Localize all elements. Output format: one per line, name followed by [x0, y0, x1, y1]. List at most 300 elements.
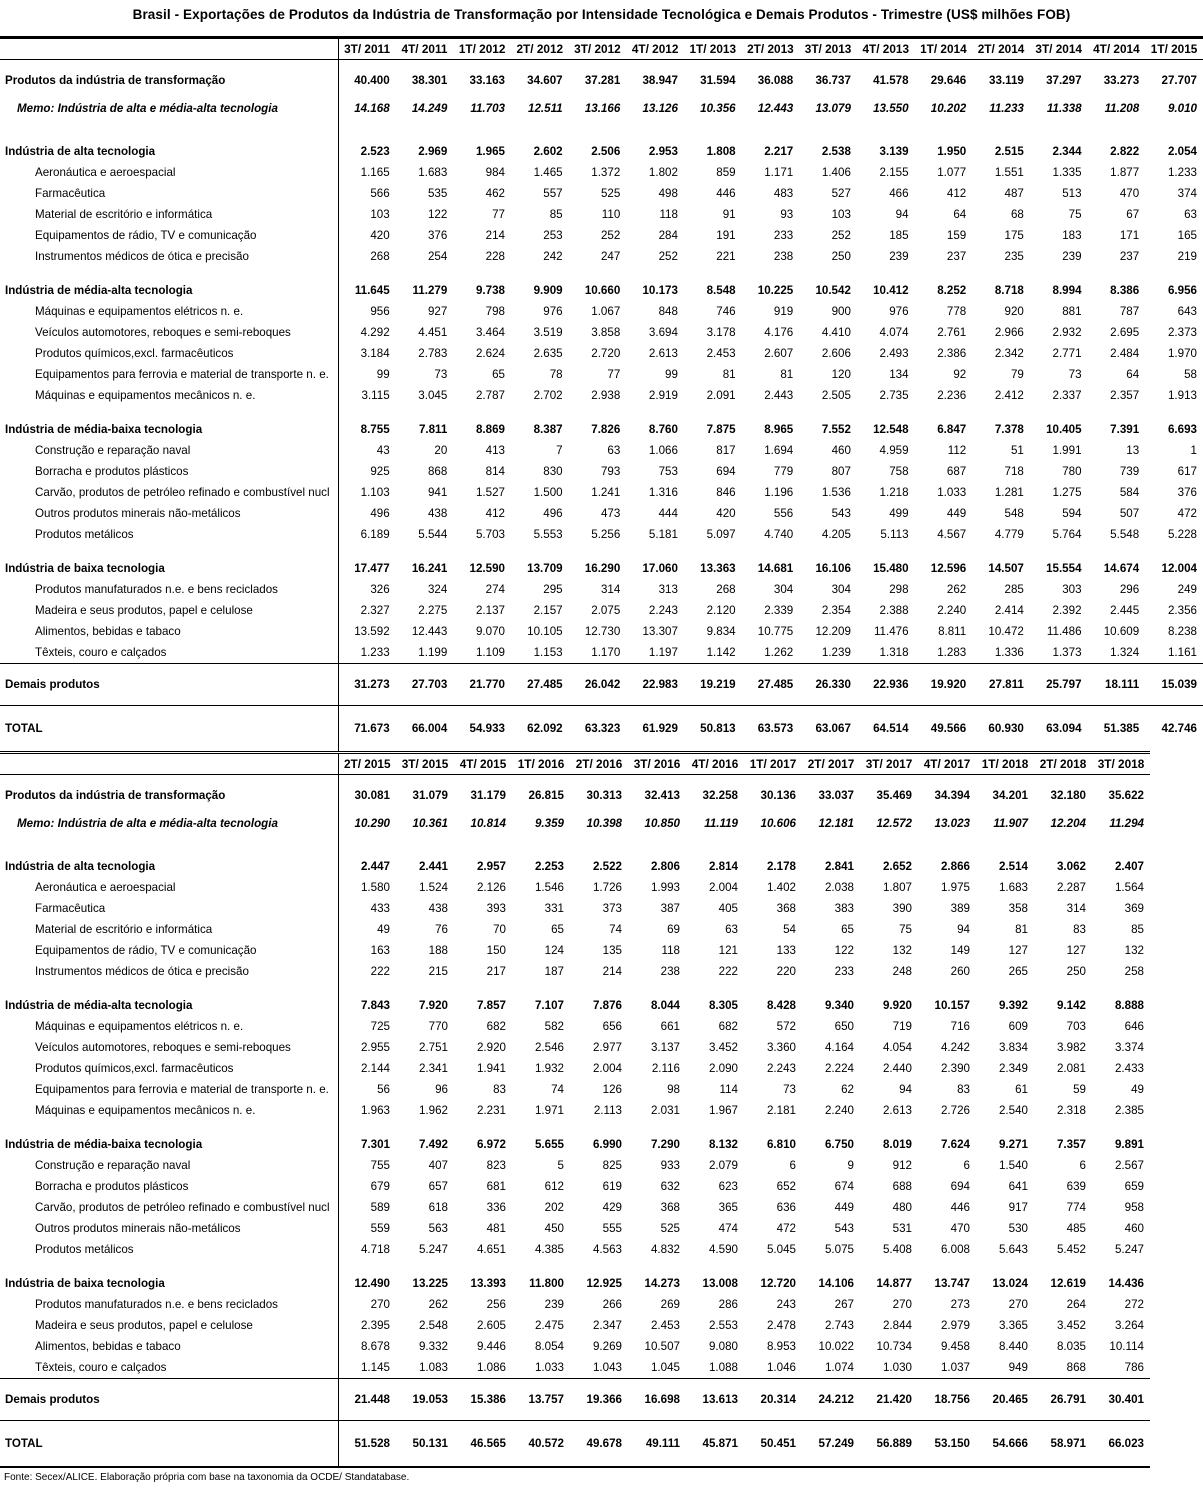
table-row — [0, 1294, 1150, 1315]
row-label: Produtos metálicos — [35, 528, 134, 541]
value-cell: 12.619 — [1050, 1277, 1086, 1290]
table-row — [0, 246, 1203, 267]
value-cell: 250 — [831, 250, 851, 263]
value-cell: 2.652 — [882, 860, 912, 873]
value-cell: 2.339 — [764, 604, 794, 617]
value-cell: 14.877 — [876, 1277, 912, 1290]
value-cell: 16.698 — [628, 1379, 686, 1421]
value-cell: 1.993 — [650, 881, 680, 894]
value-cell: 8.386 — [1110, 284, 1140, 297]
value-cell: 2.822 — [1110, 145, 1140, 158]
column-header: 4T/ 2015 — [454, 753, 512, 775]
value-cell: 10.660 — [584, 284, 621, 297]
value-cell: 2.938 — [591, 389, 621, 402]
row-label: Instrumentos médicos de ótica e precisão — [35, 965, 249, 978]
value-cell: 1.233 — [1167, 166, 1197, 179]
table-row — [0, 775, 1150, 814]
table-row — [0, 128, 1203, 162]
value-cell: 1.233 — [338, 642, 396, 664]
value-cell: 252 — [600, 229, 621, 242]
row-label: Memo: Indústria de alta e média-alta tecnologia — [17, 817, 278, 830]
row-label: Veículos automotores, reboques e semi-reboques — [35, 326, 291, 339]
value-cell: 13.550 — [873, 102, 909, 115]
value-cell: 268 — [716, 583, 736, 596]
row-label: Têxteis, couro e calçados — [35, 646, 167, 659]
value-cell: 376 — [427, 229, 448, 242]
value-cell: 31.079 — [412, 789, 448, 802]
value-cell: 1.965 — [475, 145, 505, 158]
value-cell: 118 — [659, 208, 678, 221]
value-cell: 6.990 — [592, 1138, 622, 1151]
value-cell: 64.514 — [857, 706, 915, 752]
value-cell: 20.314 — [744, 1379, 802, 1421]
value-cell: 314 — [600, 583, 621, 596]
value-cell: 6.750 — [824, 1138, 854, 1151]
row-label: Indústria de baixa tecnologia — [5, 1277, 165, 1290]
value-cell: 7.552 — [821, 423, 851, 436]
value-cell: 472 — [776, 1222, 796, 1235]
row-label: Carvão, produtos de petróleo refinado e combustível nucl — [35, 1201, 330, 1214]
row-label: Madeira e seus produtos, papel e celulose — [35, 604, 253, 617]
value-cell: 69 — [667, 923, 680, 936]
value-cell: 4.054 — [882, 1041, 912, 1054]
value-cell: 779 — [773, 465, 794, 478]
value-cell: 2.751 — [418, 1041, 448, 1054]
value-cell: 336 — [486, 1201, 506, 1214]
column-header: 4T/ 2011 — [396, 38, 454, 60]
value-cell: 7.624 — [940, 1138, 970, 1151]
value-cell: 2.955 — [338, 1037, 396, 1058]
value-cell: 61 — [1015, 1083, 1028, 1096]
value-cell: 14.168 — [338, 98, 396, 128]
value-cell: 2.236 — [937, 389, 967, 402]
row-label: Produtos químicos,excl. farmacêuticos — [35, 347, 234, 360]
value-cell: 1.037 — [940, 1361, 970, 1374]
value-cell: 7.843 — [338, 982, 396, 1016]
value-cell: 716 — [950, 1020, 970, 1033]
value-cell: 1.283 — [937, 646, 967, 659]
value-cell: 639 — [1066, 1180, 1086, 1193]
value-cell: 917 — [1008, 1201, 1028, 1214]
value-cell: 81 — [1015, 923, 1028, 936]
value-cell: 774 — [1066, 1201, 1086, 1214]
value-cell: 10.157 — [934, 999, 970, 1012]
value-cell: 13.023 — [934, 817, 970, 830]
value-cell: 688 — [892, 1180, 912, 1193]
value-cell: 51 — [1010, 444, 1024, 457]
value-cell: 38.947 — [642, 74, 678, 87]
value-cell: 64 — [953, 208, 967, 221]
value-cell: 535 — [427, 187, 448, 200]
value-cell: 646 — [1124, 1020, 1144, 1033]
value-cell: 295 — [543, 583, 563, 596]
value-cell: 16.290 — [584, 562, 621, 575]
value-cell: 8.019 — [882, 1138, 912, 1151]
value-cell: 2.605 — [476, 1319, 506, 1332]
value-cell: 13.613 — [686, 1379, 744, 1421]
value-cell: 8.238 — [1167, 625, 1197, 638]
value-cell: 2.178 — [766, 860, 796, 873]
value-cell: 13 — [1126, 444, 1140, 457]
value-cell: 8.678 — [338, 1336, 396, 1357]
value-cell: 556 — [773, 507, 794, 520]
column-header: 1T/ 2018 — [976, 753, 1034, 775]
value-cell: 2.919 — [648, 389, 678, 402]
table-row — [0, 1357, 1150, 1379]
value-cell: 2.613 — [882, 1104, 912, 1117]
value-cell: 12.548 — [873, 423, 909, 436]
value-cell: 7.301 — [338, 1121, 396, 1155]
value-cell: 81 — [780, 368, 794, 381]
value-cell: 868 — [427, 465, 448, 478]
value-cell: 314 — [1066, 902, 1086, 915]
value-cell: 758 — [889, 465, 909, 478]
table-row — [0, 579, 1203, 600]
value-cell: 11.907 — [993, 817, 1028, 830]
value-cell: 368 — [776, 902, 796, 915]
value-cell: 4.590 — [708, 1243, 738, 1256]
value-cell: 12.590 — [469, 562, 505, 575]
value-cell: 66.004 — [396, 706, 454, 752]
value-cell: 10.105 — [527, 625, 563, 638]
value-cell: 285 — [1004, 583, 1024, 596]
value-cell: 185 — [889, 229, 909, 242]
value-cell: 63.323 — [569, 706, 627, 752]
row-label: Indústria de média-alta tecnologia — [5, 999, 193, 1012]
row-label: Indústria de alta tecnologia — [5, 145, 156, 158]
value-cell: 8.252 — [937, 284, 967, 297]
value-cell: 8.440 — [998, 1340, 1028, 1353]
column-header: 2T/ 2017 — [802, 753, 860, 775]
value-cell: 221 — [716, 250, 736, 263]
value-cell: 64 — [1126, 368, 1140, 381]
value-cell: 4.074 — [879, 326, 909, 339]
row-label: Alimentos, bebidas e tabaco — [35, 1340, 181, 1353]
value-cell: 9 — [847, 1159, 854, 1172]
value-cell: 83 — [1073, 923, 1086, 936]
value-cell: 1.551 — [994, 166, 1024, 179]
corner-cell — [0, 38, 338, 60]
value-cell: 237 — [946, 250, 967, 263]
value-cell: 2.090 — [708, 1062, 738, 1075]
row-label: Aeronáutica e aeroespacial — [35, 166, 176, 179]
table-row — [0, 461, 1203, 482]
value-cell: 8.044 — [650, 999, 680, 1012]
column-header: 3T/ 2012 — [569, 38, 627, 60]
value-cell: 2.231 — [476, 1104, 506, 1117]
value-cell: 249 — [1177, 583, 1197, 596]
value-cell: 7.378 — [994, 423, 1024, 436]
row-label: Máquinas e equipamentos elétricos n. e. — [35, 305, 244, 318]
value-cell: 30.313 — [586, 789, 622, 802]
value-cell: 1.967 — [708, 1104, 738, 1117]
value-cell: 22.983 — [626, 664, 684, 706]
value-cell: 63.094 — [1030, 706, 1088, 752]
value-cell: 7.826 — [591, 423, 621, 436]
value-cell: 2.120 — [706, 604, 736, 617]
value-cell: 96 — [435, 1083, 448, 1096]
value-cell: 1.808 — [706, 145, 736, 158]
table-row — [0, 1100, 1150, 1121]
value-cell: 2.735 — [879, 389, 909, 402]
row-label: Farmacêutica — [35, 187, 106, 200]
value-cell: 50.813 — [684, 706, 742, 752]
value-cell: 9.909 — [533, 284, 563, 297]
value-cell: 694 — [716, 465, 736, 478]
value-cell: 1.046 — [766, 1361, 796, 1374]
value-cell: 33.273 — [1103, 74, 1140, 87]
value-cell: 135 — [602, 944, 622, 957]
value-cell: 7.857 — [476, 999, 506, 1012]
table-row — [0, 642, 1203, 664]
value-cell: 63 — [1184, 208, 1197, 221]
value-cell: 2.522 — [592, 860, 622, 873]
table-row — [0, 322, 1203, 343]
value-cell: 3.374 — [1114, 1041, 1144, 1054]
value-cell: 3.464 — [475, 326, 505, 339]
row-label: Produtos da indústria de transformação — [5, 789, 226, 802]
value-cell: 12.572 — [876, 817, 912, 830]
value-cell: 51.385 — [1088, 706, 1146, 752]
value-cell: 2.969 — [418, 145, 448, 158]
value-cell: 2.157 — [533, 604, 563, 617]
value-cell: 1.970 — [1167, 347, 1197, 360]
value-cell: 6.008 — [940, 1243, 970, 1256]
value-cell: 49 — [1131, 1083, 1144, 1096]
table-row — [0, 1058, 1150, 1079]
value-cell: 3.139 — [879, 145, 909, 158]
value-cell: 2.966 — [994, 326, 1024, 339]
column-header: 4T/ 2013 — [857, 38, 915, 60]
value-cell: 9.332 — [418, 1340, 448, 1353]
column-header: 1T/ 2013 — [684, 38, 742, 60]
corner-cell — [0, 753, 338, 775]
value-cell: 122 — [427, 208, 448, 221]
value-cell: 1.536 — [821, 486, 851, 499]
value-cell: 499 — [889, 507, 909, 520]
value-cell: 2.515 — [994, 145, 1024, 158]
value-cell: 31.273 — [338, 664, 396, 706]
value-cell: 32.258 — [702, 789, 738, 802]
value-cell: 912 — [892, 1159, 912, 1172]
table-row — [0, 524, 1203, 545]
value-cell: 49.111 — [628, 1421, 686, 1468]
value-cell: 2.607 — [764, 347, 794, 360]
value-cell: 10.412 — [873, 284, 909, 297]
value-cell: 65 — [551, 923, 564, 936]
value-cell: 13.393 — [470, 1277, 506, 1290]
value-cell: 27.707 — [1161, 74, 1197, 87]
value-cell: 2.787 — [475, 389, 505, 402]
value-cell: 77 — [607, 368, 621, 381]
value-cell: 30.081 — [338, 775, 396, 814]
value-cell: 79 — [1010, 368, 1024, 381]
value-cell: 17.060 — [642, 562, 678, 575]
column-header: 2T/ 2013 — [742, 38, 800, 60]
value-cell: 450 — [544, 1222, 564, 1235]
value-cell: 270 — [892, 1298, 912, 1311]
value-cell: 62 — [841, 1083, 854, 1096]
value-cell: 239 — [1062, 250, 1082, 263]
value-cell: 4.959 — [879, 444, 909, 457]
value-cell: 266 — [602, 1298, 622, 1311]
value-cell: 132 — [1124, 944, 1144, 957]
value-cell: 63.067 — [799, 706, 857, 752]
value-cell: 679 — [338, 1176, 396, 1197]
value-cell: 175 — [1004, 229, 1024, 242]
row-label: Produtos químicos,excl. farmacêuticos — [35, 1062, 234, 1075]
value-cell: 12.209 — [815, 625, 851, 638]
value-cell: 846 — [716, 486, 736, 499]
value-cell: 9.458 — [940, 1340, 970, 1353]
value-cell: 2.243 — [766, 1062, 796, 1075]
value-cell: 94 — [957, 923, 970, 936]
value-cell: 2.814 — [708, 860, 738, 873]
value-cell: 1.067 — [591, 305, 621, 318]
value-cell: 8.054 — [534, 1340, 564, 1353]
value-cell: 473 — [600, 507, 621, 520]
value-cell: 4.205 — [821, 528, 851, 541]
value-cell: 11.119 — [704, 817, 738, 830]
value-cell: 2.806 — [650, 860, 680, 873]
value-cell: 274 — [485, 583, 505, 596]
value-cell: 2.866 — [940, 860, 970, 873]
value-cell: 56.889 — [860, 1421, 918, 1468]
value-cell: 99 — [338, 364, 396, 385]
value-cell: 27.703 — [396, 664, 454, 706]
value-cell: 5.703 — [475, 528, 505, 541]
value-cell: 217 — [486, 965, 506, 978]
value-cell: 589 — [338, 1197, 396, 1218]
value-cell: 61.929 — [626, 706, 684, 752]
value-cell: 22.936 — [857, 664, 915, 706]
value-cell: 252 — [831, 229, 851, 242]
table-body-1 — [0, 60, 1203, 752]
value-cell: 2.484 — [1110, 347, 1140, 360]
value-cell: 1.546 — [534, 881, 564, 894]
value-cell: 296 — [1119, 583, 1140, 596]
table-row — [0, 98, 1203, 128]
value-cell: 657 — [428, 1180, 448, 1193]
value-cell: 286 — [718, 1298, 738, 1311]
value-cell: 1.324 — [1110, 646, 1140, 659]
value-cell: 659 — [1124, 1180, 1144, 1193]
value-cell: 191 — [716, 229, 736, 242]
value-cell: 73 — [1068, 368, 1082, 381]
value-cell: 37.281 — [584, 74, 621, 87]
value-cell: 1.316 — [648, 486, 678, 499]
value-cell: 2.385 — [1114, 1104, 1144, 1117]
value-cell: 14.436 — [1108, 1277, 1144, 1290]
value-cell: 35.622 — [1108, 789, 1144, 802]
value-cell: 14.249 — [411, 102, 448, 115]
value-cell: 16.106 — [815, 562, 851, 575]
value-cell: 1.086 — [476, 1361, 506, 1374]
value-cell: 14.681 — [757, 562, 794, 575]
value-cell: 1.142 — [706, 646, 736, 659]
row-label: Equipamentos de rádio, TV e comunicação — [35, 944, 257, 957]
value-cell: 15.039 — [1145, 664, 1203, 706]
header-row — [0, 38, 1203, 60]
value-cell: 1.033 — [534, 1361, 564, 1374]
value-cell: 1.807 — [882, 881, 912, 894]
row-label: Borracha e produtos plásticos — [35, 1180, 189, 1193]
value-cell: 237 — [1119, 250, 1140, 263]
value-cell: 183 — [1062, 229, 1082, 242]
value-cell: 11.486 — [1046, 625, 1082, 638]
value-cell: 10.022 — [818, 1340, 854, 1353]
value-cell: 3.834 — [998, 1041, 1028, 1054]
value-cell: 40.400 — [338, 60, 396, 99]
value-cell: 8.035 — [1056, 1340, 1086, 1353]
row-label: Equipamentos de rádio, TV e comunicação — [35, 229, 257, 242]
value-cell: 284 — [658, 229, 678, 242]
table-row — [0, 440, 1203, 461]
value-cell: 9.738 — [475, 284, 505, 297]
value-cell: 2.743 — [824, 1319, 854, 1332]
value-cell: 5.247 — [1114, 1243, 1144, 1256]
value-cell: 10.114 — [1109, 1340, 1144, 1353]
value-cell: 548 — [1004, 507, 1024, 520]
value-cell: 150 — [486, 944, 506, 957]
value-cell: 650 — [834, 1020, 854, 1033]
value-cell: 219 — [1177, 250, 1197, 263]
value-cell: 110 — [601, 208, 621, 221]
column-header: 3T/ 2017 — [860, 753, 918, 775]
value-cell: 1.074 — [824, 1361, 854, 1374]
value-cell: 566 — [338, 183, 396, 204]
value-cell: 470 — [1119, 187, 1140, 200]
value-cell: 2.354 — [821, 604, 851, 617]
row-label: Produtos metálicos — [35, 1243, 134, 1256]
value-cell: 1.726 — [592, 881, 622, 894]
value-cell: 303 — [1062, 583, 1082, 596]
table-body-2 — [0, 775, 1150, 1468]
value-cell: 58.971 — [1034, 1421, 1092, 1468]
value-cell: 27.485 — [742, 664, 800, 706]
value-cell: 13.008 — [702, 1277, 738, 1290]
value-cell: 1.975 — [940, 881, 970, 894]
value-cell: 2.977 — [592, 1041, 622, 1054]
value-cell: 103 — [338, 204, 396, 225]
value-cell: 94 — [895, 208, 909, 221]
row-label: Memo: Indústria de alta e média-alta tecnologia — [17, 102, 278, 115]
value-cell: 17.477 — [338, 545, 396, 579]
value-cell: 165 — [1177, 229, 1197, 242]
value-cell: 976 — [543, 305, 563, 318]
value-cell: 2.155 — [879, 166, 909, 179]
value-cell: 233 — [834, 965, 854, 978]
value-cell: 68 — [1010, 208, 1024, 221]
table-header-1 — [0, 38, 1203, 60]
value-cell: 12.925 — [586, 1277, 622, 1290]
value-cell: 958 — [1124, 1201, 1144, 1214]
value-cell: 2.344 — [1052, 145, 1082, 158]
row-label: Material de escritório e informática — [35, 208, 213, 221]
row-label: Produtos manufaturados n.e. e bens reciclados — [35, 1298, 278, 1311]
value-cell: 365 — [718, 1201, 738, 1214]
value-cell: 1.372 — [591, 166, 621, 179]
value-cell: 254 — [427, 250, 448, 263]
value-cell: 4.176 — [764, 326, 794, 339]
value-cell: 2.523 — [338, 128, 396, 162]
value-cell: 920 — [1004, 305, 1024, 318]
value-cell: 63.573 — [742, 706, 800, 752]
column-header: 2T/ 2015 — [338, 753, 396, 775]
row-label: Demais produtos — [0, 1379, 338, 1421]
value-cell: 919 — [773, 305, 794, 318]
value-cell: 11.703 — [470, 102, 505, 115]
